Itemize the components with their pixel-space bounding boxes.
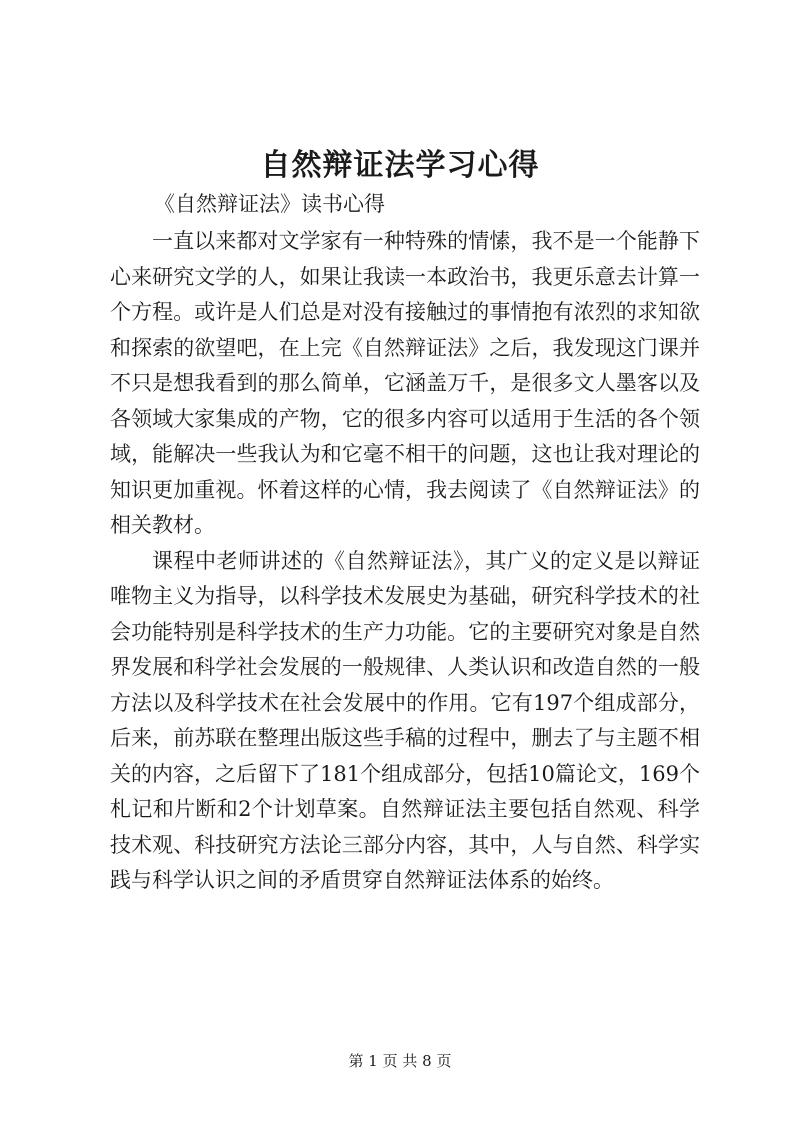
paragraph: 课程中老师讲述的《自然辩证法》，其广义的定义是以辩证唯物主义为指导，以科学技术发展史为基础，研究科学技术的社会功能特别是科学技术的生产力功能。它的主要研究对象是自然界发展和科学社会发展的一般规律、人类认识和改造自然的一般方法以及科学技术在社会发展中的作用。它有197个组成部分，后来，前苏联在整理出版这些手稿的过程中，删去了与主题不相关的内容，之后留下了181个组成部分，包括10篇论文，169个札记和片断和2个计划草案。自然辩证法主要包括自然观、科学技术观、科技研究方法论三部分内容，其中，人与自然、科学实践与科学认识之间的矛盾贯穿自然辩证法体系的始终。 [110,548,700,892]
document-title: 自然辩证法学习心得 [260,148,540,183]
document-body [110,224,700,899]
document-subtitle: 《自然辩证法》读书心得 [154,192,385,216]
paragraph: 一直以来都对文学家有一种特殊的情愫，我不是一个能静下心来研究文学的人，如果让我读一本政治书，我更乐意去计算一个方程。或许是人们总是对没有接触过的事情抱有浓烈的求知欲和探索的欲望吧，在上完《自然辩证法》之后，我发现这门课并不只是想我看到的那么简单，它涵盖万千，是很多文人墨客以及各领域大家集成的产物，它的很多内容可以适用于生活的各个领域，能解决一些我认为和它毫不相干的问题，这也让我对理论的知识更加重视。怀着这样的心情，我去阅读了《自然辩证法》的相关教材。 [110,229,700,537]
page-footer: 第 1 页 共 8 页 [348,1052,452,1070]
